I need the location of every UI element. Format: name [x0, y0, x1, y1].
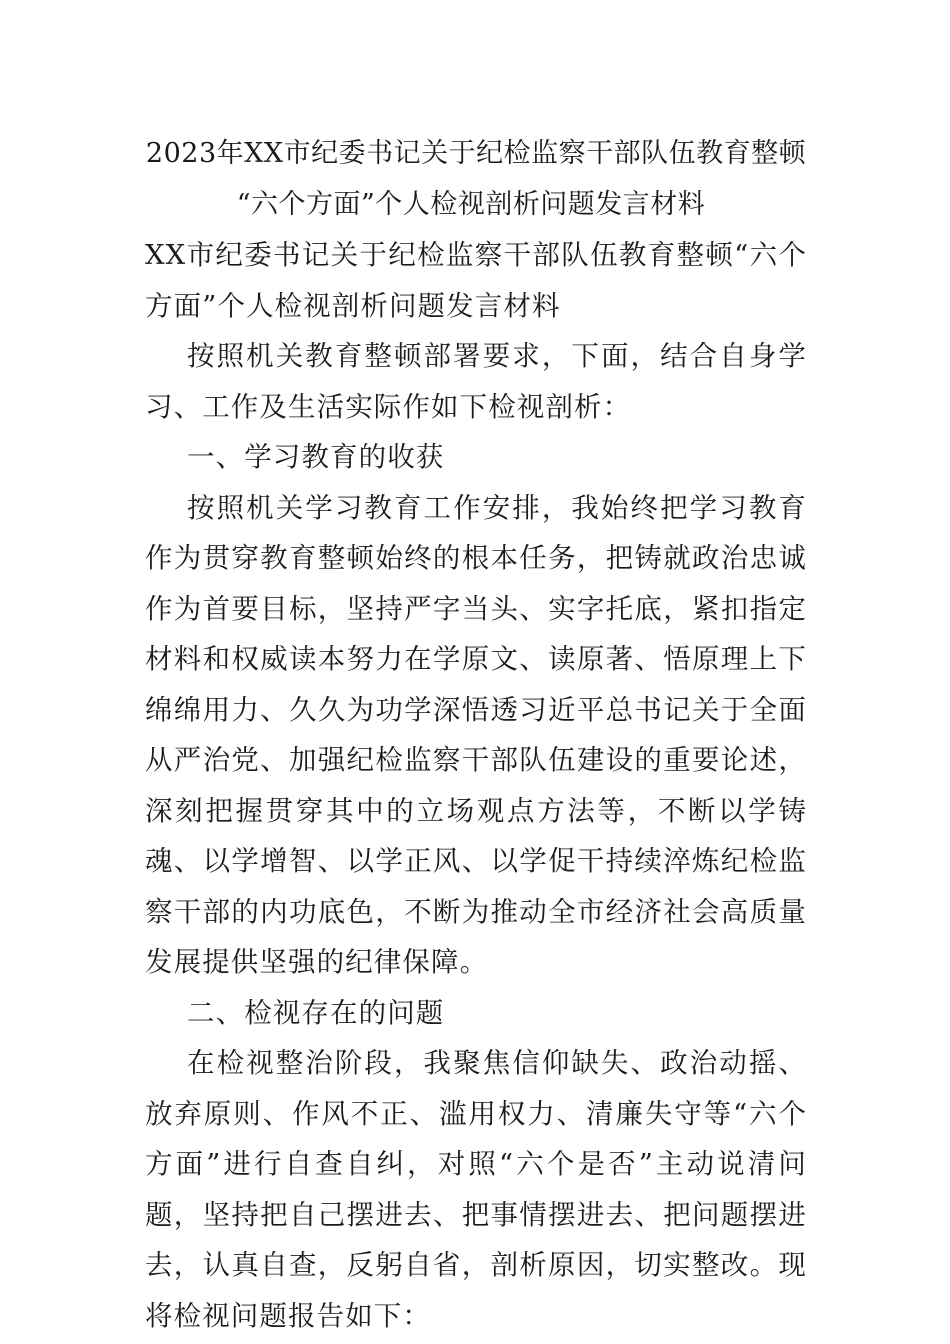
- section-heading-1: 一、学习教育的收获: [187, 441, 445, 473]
- section-2-paragraph: 在检视整治阶段，我聚焦信仰缺失、政治动摇、放弃原则、作风不正、滥用权力、清廉失守等“六个方面”进行自查自纠，对照“六个是否”主动说清问题，坚持把自己摆进去、把事情摆进去、把问题摆进去，认真自查，反躬自省，剖析原因，切实整改。现将检视问题报告如下：: [145, 1047, 807, 1332]
- document-subtitle: XX市纪委书记关于纪检监察干部队伍教育整顿“六个方面”个人检视剖析问题发言材料: [145, 239, 807, 322]
- section-heading-2: 二、检视存在的问题: [187, 996, 445, 1029]
- section-1-paragraph: 按照机关学习教育工作安排，我始终把学习教育作为贯穿教育整顿始终的根本任务，把铸就政治忠诚作为首要目标，坚持严字当头、实字托底，紧扣指定材料和权威读本努力在学原文、读原著、悟原理上下绵绵用力、久久为功学深悟透习近平总书记关于全面从严治党、加强纪检监察干部队伍建设的重要论述，深刻把握贯穿其中的立场观点方法等，不断以学铸魂、以学增智、以学正风、以学促干持续淬炼纪检监察干部的内功底色，不断为推动全市经济社会高质量发展提供坚强的纪律保障。: [145, 491, 807, 978]
- document-title-line-1: 2023年XX市纪委书记关于纪检监察干部队伍教育整顿: [145, 138, 807, 169]
- document-page: [145, 128, 807, 1341]
- document-title-line-2: “六个方面”个人检视剖析问题发言材料: [236, 189, 706, 220]
- intro-paragraph: 按照机关教育整顿部署要求，下面，结合自身学习、工作及生活实际作如下检视剖析：: [145, 340, 807, 423]
